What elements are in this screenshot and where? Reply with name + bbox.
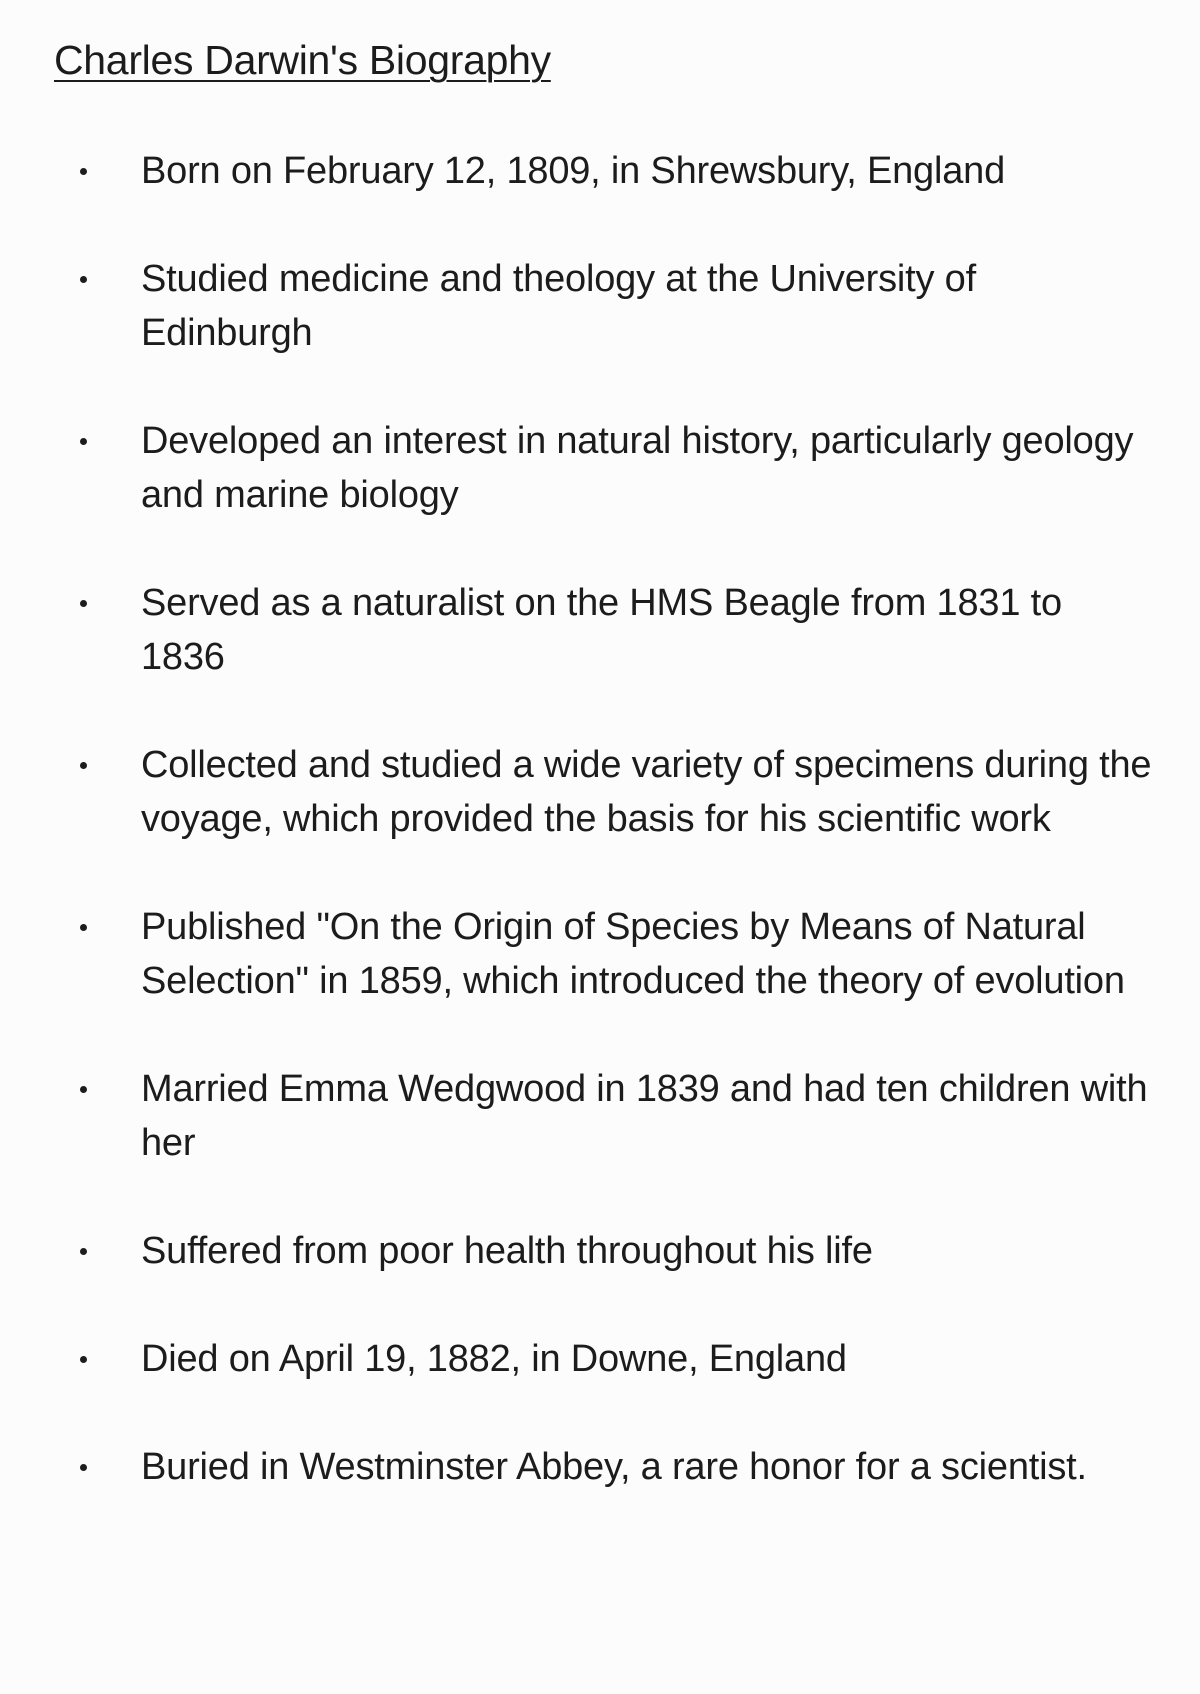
bullet-item xyxy=(0,1440,1200,1494)
bullet-icon xyxy=(80,1248,87,1255)
bullet-list xyxy=(0,144,1200,1548)
bullet-item xyxy=(0,738,1200,846)
document-title: Charles Darwin's Biography xyxy=(54,37,551,83)
bullet-text: Married Emma Wedgwood in 1839 and had ten children with her xyxy=(141,1068,1148,1164)
bullet-text: Published "On the Origin of Species by Means of Natural Selection" in 1859, which introduced the theory of evolution xyxy=(141,906,1125,1002)
bullet-icon xyxy=(80,1086,87,1093)
bullet-icon xyxy=(80,438,87,445)
bullet-text: Born on February 12, 1809, in Shrewsbury, England xyxy=(141,150,1006,192)
bullet-text: Served as a naturalist on the HMS Beagle from 1831 to 1836 xyxy=(141,582,1062,678)
bullet-item xyxy=(0,1062,1200,1170)
bullet-item xyxy=(0,414,1200,522)
bullet-icon xyxy=(80,762,87,769)
bullet-icon xyxy=(80,1356,87,1363)
bullet-item xyxy=(0,900,1200,1008)
bullet-text: Buried in Westminster Abbey, a rare honor for a scientist. xyxy=(141,1446,1087,1488)
bullet-text: Died on April 19, 1882, in Downe, England xyxy=(141,1338,847,1380)
bullet-text: Collected and studied a wide variety of specimens during the voyage, which provided the basis for his scientific work xyxy=(141,744,1152,840)
bullet-item xyxy=(0,1332,1200,1386)
bullet-item xyxy=(0,252,1200,360)
bullet-text: Studied medicine and theology at the University of Edinburgh xyxy=(141,258,976,354)
bullet-item xyxy=(0,576,1200,684)
bullet-icon xyxy=(80,924,87,931)
bullet-text: Developed an interest in natural history, particularly geology and marine biology xyxy=(141,420,1134,516)
bullet-icon xyxy=(80,1464,87,1471)
bullet-text: Suffered from poor health throughout his life xyxy=(141,1230,873,1272)
bullet-icon xyxy=(80,276,87,283)
bullet-icon xyxy=(80,168,87,175)
bullet-item xyxy=(0,144,1200,198)
bullet-icon xyxy=(80,600,87,607)
bullet-item xyxy=(0,1224,1200,1278)
